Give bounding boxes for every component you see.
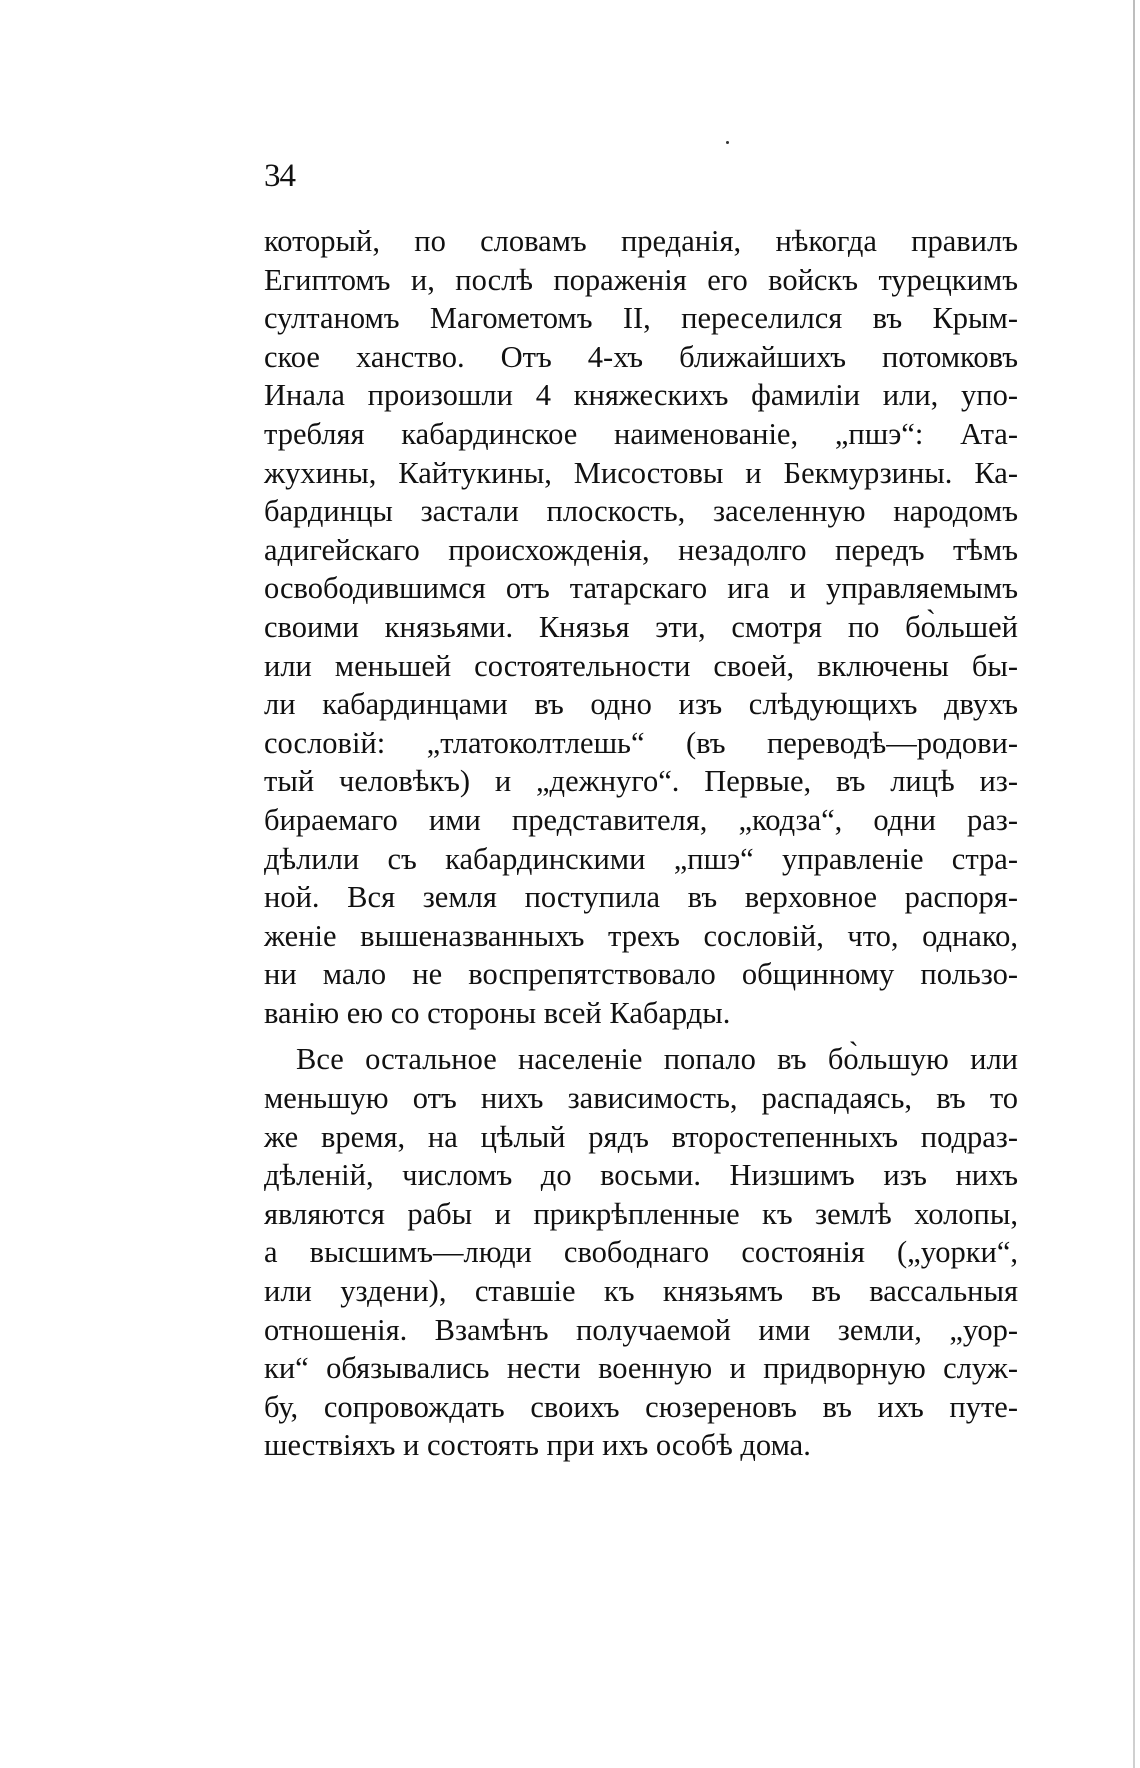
- text-line: ной. Вся земля поступила въ верховное распоря-: [264, 880, 1018, 915]
- text-line: ли кабардинцами въ одно изъ слѣдующихъ двухъ: [264, 687, 1018, 722]
- text-line: являются рабы и прикрѣпленные къ землѣ холопы,: [264, 1196, 1018, 1231]
- text-line: дѣленій, числомъ до восьми. Низшимъ изъ нихъ: [264, 1158, 1018, 1193]
- text-line: или уздени), ставшіе къ князьямъ въ вассальныя: [264, 1274, 1018, 1309]
- text-line: жухины, Кайтукины, Мисостовы и Бекмурзины. Ка-: [264, 455, 1018, 490]
- paragraph-gap: [264, 1032, 1018, 1040]
- text-line: бу, сопровождать своихъ сюзереновъ въ ихъ путе-: [264, 1389, 1018, 1424]
- text-line: Инала произошли 4 княжескихъ фамиліи или, упо-: [264, 378, 1018, 413]
- paragraph: [264, 1040, 1018, 1465]
- page-edge-shadow: [1133, 0, 1135, 1768]
- text-line: женіе вышеназванныхъ трехъ сословій, что, однако,: [264, 918, 1018, 953]
- text-line: а высшимъ—люди свободнаго состоянія („уорки“,: [264, 1235, 1018, 1270]
- body-text: [264, 222, 1018, 1465]
- text-line: бардинцы застали плоскость, заселенную народомъ: [264, 494, 1018, 529]
- text-line: шествіяхъ и состоять при ихъ особѣ дома.: [264, 1428, 811, 1463]
- text-line: адигейскаго происхожденія, незадолго передъ тѣмъ: [264, 532, 1018, 567]
- paragraph: [264, 222, 1018, 1032]
- text-line: ки“ обязывались нести военную и придворную служ-: [264, 1351, 1018, 1386]
- print-speck: [726, 141, 729, 144]
- text-line: же время, на цѣлый рядъ второстепенныхъ подраз-: [264, 1119, 1018, 1154]
- text-line: освободившимся отъ татарскаго ига и управляемымъ: [264, 571, 1018, 606]
- text-line: ское ханство. Отъ 4-хъ ближайшихъ потомковъ: [264, 339, 1018, 374]
- page-number: 34: [264, 158, 295, 194]
- text-line: сословій: „тлатоколтлешь“ (въ переводѣ—родови-: [264, 725, 1018, 760]
- text-line: или меньшей состоятельности своей, включены бы-: [264, 648, 1018, 683]
- text-line: меньшую отъ нихъ зависимость, распадаясь, въ то: [264, 1081, 1018, 1116]
- text-line: султаномъ Магометомъ II, переселился въ Крым-: [264, 301, 1018, 336]
- text-line: дѣлили съ кабардинскими „пшэ“ управленіе стра-: [264, 841, 1018, 876]
- text-line: отношенія. Взамѣнъ получаемой ими земли, „уор-: [264, 1312, 1018, 1347]
- text-line: Египтомъ и, послѣ пораженія его войскъ турецкимъ: [264, 262, 1018, 297]
- text-line: Все остальное населеніе попало въ бо̀льшую или: [296, 1042, 1018, 1077]
- text-line: своими князьями. Князья эти, смотря по бо̀льшей: [264, 609, 1018, 644]
- text-line: ванію ею со стороны всей Кабарды.: [264, 995, 731, 1030]
- text-line: требляя кабардинское наименованіе, „пшэ“: Ата-: [264, 416, 1018, 451]
- text-line: бираемаго ими представителя, „кодза“, одни раз-: [264, 802, 1018, 837]
- text-line: который, по словамъ преданія, нѣкогда правилъ: [264, 224, 1018, 258]
- text-line: ни мало не воспрепятствовало общинному пользо-: [264, 957, 1018, 992]
- text-line: тый человѣкъ) и „дежнуго“. Первые, въ лицѣ из-: [264, 764, 1018, 799]
